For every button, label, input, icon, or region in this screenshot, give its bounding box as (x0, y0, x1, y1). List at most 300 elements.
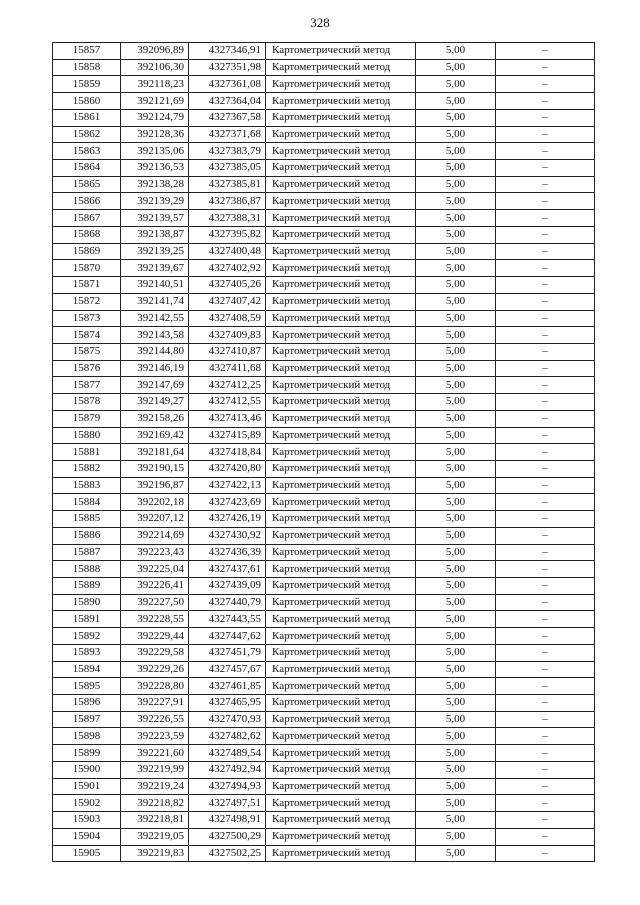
method-cell: Картометрический метод (266, 43, 416, 60)
method-cell: Картометрический метод (266, 360, 416, 377)
point-number-cell: 15903 (53, 812, 121, 829)
table-row (53, 661, 595, 678)
table-row (53, 210, 595, 227)
y-coordinate-cell: 4327412,55 (189, 394, 266, 411)
point-number-cell: 15884 (53, 494, 121, 511)
y-coordinate-cell: 4327451,79 (189, 644, 266, 661)
y-coordinate-cell: 4327440,79 (189, 594, 266, 611)
y-coordinate-cell: 4327443,55 (189, 611, 266, 628)
note-cell: – (496, 176, 595, 193)
point-number-cell: 15880 (53, 427, 121, 444)
x-coordinate-cell: 392121,69 (121, 93, 189, 110)
accuracy-cell: 5,00 (416, 143, 496, 160)
table-row (53, 728, 595, 745)
y-coordinate-cell: 4327489,54 (189, 745, 266, 762)
y-coordinate-cell: 4327364,04 (189, 93, 266, 110)
method-cell: Картометрический метод (266, 176, 416, 193)
y-coordinate-cell: 4327411,68 (189, 360, 266, 377)
accuracy-cell: 5,00 (416, 109, 496, 126)
y-coordinate-cell: 4327430,92 (189, 527, 266, 544)
x-coordinate-cell: 392229,44 (121, 628, 189, 645)
accuracy-cell: 5,00 (416, 711, 496, 728)
table-row (53, 644, 595, 661)
y-coordinate-cell: 4327412,25 (189, 377, 266, 394)
x-coordinate-cell: 392226,55 (121, 711, 189, 728)
x-coordinate-cell: 392225,04 (121, 561, 189, 578)
note-cell: – (496, 277, 595, 294)
y-coordinate-cell: 4327407,42 (189, 293, 266, 310)
table-row (53, 343, 595, 360)
y-coordinate-cell: 4327502,25 (189, 845, 266, 862)
method-cell: Картометрический метод (266, 494, 416, 511)
x-coordinate-cell: 392158,26 (121, 410, 189, 427)
table-row (53, 711, 595, 728)
note-cell: – (496, 561, 595, 578)
accuracy-cell: 5,00 (416, 310, 496, 327)
method-cell: Картометрический метод (266, 678, 416, 695)
accuracy-cell: 5,00 (416, 594, 496, 611)
point-number-cell: 15857 (53, 43, 121, 60)
method-cell: Картометрический метод (266, 377, 416, 394)
method-cell: Картометрический метод (266, 561, 416, 578)
point-number-cell: 15895 (53, 678, 121, 695)
accuracy-cell: 5,00 (416, 193, 496, 210)
x-coordinate-cell: 392144,80 (121, 343, 189, 360)
point-number-cell: 15905 (53, 845, 121, 862)
point-number-cell: 15888 (53, 561, 121, 578)
method-cell: Картометрический метод (266, 761, 416, 778)
y-coordinate-cell: 4327457,67 (189, 661, 266, 678)
accuracy-cell: 5,00 (416, 210, 496, 227)
point-number-cell: 15874 (53, 327, 121, 344)
note-cell: – (496, 611, 595, 628)
table-row (53, 578, 595, 595)
accuracy-cell: 5,00 (416, 427, 496, 444)
y-coordinate-cell: 4327395,82 (189, 226, 266, 243)
accuracy-cell: 5,00 (416, 845, 496, 862)
accuracy-cell: 5,00 (416, 277, 496, 294)
y-coordinate-cell: 4327436,39 (189, 544, 266, 561)
x-coordinate-cell: 392218,82 (121, 795, 189, 812)
point-number-cell: 15904 (53, 828, 121, 845)
x-coordinate-cell: 392181,64 (121, 444, 189, 461)
note-cell: – (496, 243, 595, 260)
table-row (53, 109, 595, 126)
x-coordinate-cell: 392140,51 (121, 277, 189, 294)
table-row (53, 628, 595, 645)
point-number-cell: 15873 (53, 310, 121, 327)
x-coordinate-cell: 392139,67 (121, 260, 189, 277)
y-coordinate-cell: 4327409,83 (189, 327, 266, 344)
table-row (53, 377, 595, 394)
x-coordinate-cell: 392169,42 (121, 427, 189, 444)
note-cell: – (496, 444, 595, 461)
y-coordinate-cell: 4327371,68 (189, 126, 266, 143)
method-cell: Картометрический метод (266, 243, 416, 260)
y-coordinate-cell: 4327497,51 (189, 795, 266, 812)
method-cell: Картометрический метод (266, 427, 416, 444)
accuracy-cell: 5,00 (416, 611, 496, 628)
method-cell: Картометрический метод (266, 394, 416, 411)
y-coordinate-cell: 4327465,95 (189, 695, 266, 712)
x-coordinate-cell: 392226,41 (121, 578, 189, 595)
method-cell: Картометрический метод (266, 93, 416, 110)
method-cell: Картометрический метод (266, 293, 416, 310)
point-number-cell: 15879 (53, 410, 121, 427)
y-coordinate-cell: 4327385,81 (189, 176, 266, 193)
point-number-cell: 15878 (53, 394, 121, 411)
x-coordinate-cell: 392138,28 (121, 176, 189, 193)
method-cell: Картометрический метод (266, 594, 416, 611)
note-cell: – (496, 143, 595, 160)
note-cell: – (496, 43, 595, 60)
table-row (53, 360, 595, 377)
table-row (53, 761, 595, 778)
table-row (53, 795, 595, 812)
method-cell: Картометрический метод (266, 845, 416, 862)
x-coordinate-cell: 392207,12 (121, 511, 189, 528)
point-number-cell: 15867 (53, 210, 121, 227)
accuracy-cell: 5,00 (416, 795, 496, 812)
x-coordinate-cell: 392221,60 (121, 745, 189, 762)
method-cell: Картометрический метод (266, 661, 416, 678)
method-cell: Картометрический метод (266, 628, 416, 645)
note-cell: – (496, 628, 595, 645)
x-coordinate-cell: 392141,74 (121, 293, 189, 310)
table-row (53, 812, 595, 829)
table-row (53, 176, 595, 193)
table-row (53, 394, 595, 411)
x-coordinate-cell: 392135,06 (121, 143, 189, 160)
method-cell: Картометрический метод (266, 711, 416, 728)
table-row (53, 494, 595, 511)
point-number-cell: 15869 (53, 243, 121, 260)
method-cell: Картометрический метод (266, 210, 416, 227)
y-coordinate-cell: 4327367,58 (189, 109, 266, 126)
x-coordinate-cell: 392219,83 (121, 845, 189, 862)
method-cell: Картометрический метод (266, 745, 416, 762)
table-row (53, 76, 595, 93)
point-number-cell: 15875 (53, 343, 121, 360)
y-coordinate-cell: 4327410,87 (189, 343, 266, 360)
accuracy-cell: 5,00 (416, 243, 496, 260)
note-cell: – (496, 812, 595, 829)
note-cell: – (496, 343, 595, 360)
y-coordinate-cell: 4327402,92 (189, 260, 266, 277)
method-cell: Картометрический метод (266, 778, 416, 795)
table-row (53, 410, 595, 427)
x-coordinate-cell: 392146,19 (121, 360, 189, 377)
method-cell: Картометрический метод (266, 160, 416, 177)
method-cell: Картометрический метод (266, 544, 416, 561)
accuracy-cell: 5,00 (416, 812, 496, 829)
accuracy-cell: 5,00 (416, 410, 496, 427)
accuracy-cell: 5,00 (416, 360, 496, 377)
note-cell: – (496, 527, 595, 544)
accuracy-cell: 5,00 (416, 561, 496, 578)
table-row (53, 594, 595, 611)
table-row (53, 527, 595, 544)
note-cell: – (496, 728, 595, 745)
method-cell: Картометрический метод (266, 795, 416, 812)
table-row (53, 678, 595, 695)
accuracy-cell: 5,00 (416, 377, 496, 394)
point-number-cell: 15866 (53, 193, 121, 210)
point-number-cell: 15887 (53, 544, 121, 561)
note-cell: – (496, 661, 595, 678)
point-number-cell: 15889 (53, 578, 121, 595)
accuracy-cell: 5,00 (416, 544, 496, 561)
note-cell: – (496, 711, 595, 728)
note-cell: – (496, 460, 595, 477)
table-row (53, 226, 595, 243)
point-number-cell: 15881 (53, 444, 121, 461)
point-number-cell: 15894 (53, 661, 121, 678)
y-coordinate-cell: 4327351,98 (189, 59, 266, 76)
point-number-cell: 15886 (53, 527, 121, 544)
method-cell: Картометрический метод (266, 260, 416, 277)
note-cell: – (496, 678, 595, 695)
coordinates-table (52, 42, 595, 862)
method-cell: Картометрический метод (266, 578, 416, 595)
note-cell: – (496, 578, 595, 595)
note-cell: – (496, 410, 595, 427)
method-cell: Картометрический метод (266, 460, 416, 477)
point-number-cell: 15864 (53, 160, 121, 177)
note-cell: – (496, 477, 595, 494)
x-coordinate-cell: 392190,15 (121, 460, 189, 477)
table-row (53, 611, 595, 628)
point-number-cell: 15863 (53, 143, 121, 160)
x-coordinate-cell: 392128,36 (121, 126, 189, 143)
accuracy-cell: 5,00 (416, 828, 496, 845)
table-row (53, 477, 595, 494)
x-coordinate-cell: 392214,69 (121, 527, 189, 544)
accuracy-cell: 5,00 (416, 745, 496, 762)
y-coordinate-cell: 4327383,79 (189, 143, 266, 160)
accuracy-cell: 5,00 (416, 93, 496, 110)
method-cell: Картометрический метод (266, 695, 416, 712)
y-coordinate-cell: 4327500,29 (189, 828, 266, 845)
y-coordinate-cell: 4327415,89 (189, 427, 266, 444)
note-cell: – (496, 494, 595, 511)
note-cell: – (496, 310, 595, 327)
y-coordinate-cell: 4327408,59 (189, 310, 266, 327)
point-number-cell: 15861 (53, 109, 121, 126)
accuracy-cell: 5,00 (416, 59, 496, 76)
point-number-cell: 15870 (53, 260, 121, 277)
y-coordinate-cell: 4327361,08 (189, 76, 266, 93)
point-number-cell: 15899 (53, 745, 121, 762)
x-coordinate-cell: 392229,58 (121, 644, 189, 661)
note-cell: – (496, 226, 595, 243)
x-coordinate-cell: 392228,55 (121, 611, 189, 628)
accuracy-cell: 5,00 (416, 644, 496, 661)
accuracy-cell: 5,00 (416, 327, 496, 344)
accuracy-cell: 5,00 (416, 444, 496, 461)
x-coordinate-cell: 392118,23 (121, 76, 189, 93)
method-cell: Картометрический метод (266, 126, 416, 143)
accuracy-cell: 5,00 (416, 76, 496, 93)
note-cell: – (496, 644, 595, 661)
y-coordinate-cell: 4327385,05 (189, 160, 266, 177)
method-cell: Картометрический метод (266, 728, 416, 745)
method-cell: Картометрический метод (266, 444, 416, 461)
y-coordinate-cell: 4327420,80 (189, 460, 266, 477)
accuracy-cell: 5,00 (416, 661, 496, 678)
x-coordinate-cell: 392219,05 (121, 828, 189, 845)
accuracy-cell: 5,00 (416, 494, 496, 511)
point-number-cell: 15860 (53, 93, 121, 110)
note-cell: – (496, 828, 595, 845)
accuracy-cell: 5,00 (416, 260, 496, 277)
note-cell: – (496, 845, 595, 862)
method-cell: Картометрический метод (266, 277, 416, 294)
x-coordinate-cell: 392096,89 (121, 43, 189, 60)
y-coordinate-cell: 4327413,46 (189, 410, 266, 427)
y-coordinate-cell: 4327470,93 (189, 711, 266, 728)
method-cell: Картометрический метод (266, 327, 416, 344)
method-cell: Картометрический метод (266, 343, 416, 360)
table-row (53, 160, 595, 177)
method-cell: Картометрический метод (266, 143, 416, 160)
note-cell: – (496, 695, 595, 712)
point-number-cell: 15882 (53, 460, 121, 477)
point-number-cell: 15891 (53, 611, 121, 628)
note-cell: – (496, 544, 595, 561)
x-coordinate-cell: 392147,69 (121, 377, 189, 394)
accuracy-cell: 5,00 (416, 728, 496, 745)
note-cell: – (496, 427, 595, 444)
note-cell: – (496, 109, 595, 126)
y-coordinate-cell: 4327422,13 (189, 477, 266, 494)
table-row (53, 243, 595, 260)
table-row (53, 561, 595, 578)
x-coordinate-cell: 392229,26 (121, 661, 189, 678)
y-coordinate-cell: 4327494,93 (189, 778, 266, 795)
accuracy-cell: 5,00 (416, 628, 496, 645)
point-number-cell: 15876 (53, 360, 121, 377)
accuracy-cell: 5,00 (416, 43, 496, 60)
method-cell: Картометрический метод (266, 226, 416, 243)
method-cell: Картометрический метод (266, 193, 416, 210)
x-coordinate-cell: 392138,87 (121, 226, 189, 243)
note-cell: – (496, 745, 595, 762)
x-coordinate-cell: 392227,50 (121, 594, 189, 611)
y-coordinate-cell: 4327405,26 (189, 277, 266, 294)
accuracy-cell: 5,00 (416, 477, 496, 494)
table-row (53, 460, 595, 477)
table-row (53, 293, 595, 310)
table-row (53, 43, 595, 60)
x-coordinate-cell: 392139,29 (121, 193, 189, 210)
table-row (53, 143, 595, 160)
point-number-cell: 15896 (53, 695, 121, 712)
x-coordinate-cell: 392142,55 (121, 310, 189, 327)
coordinates-table-body (53, 43, 595, 862)
x-coordinate-cell: 392228,80 (121, 678, 189, 695)
method-cell: Картометрический метод (266, 310, 416, 327)
table-row (53, 845, 595, 862)
x-coordinate-cell: 392219,99 (121, 761, 189, 778)
x-coordinate-cell: 392223,59 (121, 728, 189, 745)
point-number-cell: 15872 (53, 293, 121, 310)
y-coordinate-cell: 4327439,09 (189, 578, 266, 595)
x-coordinate-cell: 392106,30 (121, 59, 189, 76)
note-cell: – (496, 761, 595, 778)
accuracy-cell: 5,00 (416, 511, 496, 528)
y-coordinate-cell: 4327346,91 (189, 43, 266, 60)
note-cell: – (496, 778, 595, 795)
method-cell: Картометрический метод (266, 76, 416, 93)
accuracy-cell: 5,00 (416, 176, 496, 193)
y-coordinate-cell: 4327492,94 (189, 761, 266, 778)
table-row (53, 511, 595, 528)
note-cell: – (496, 377, 595, 394)
accuracy-cell: 5,00 (416, 343, 496, 360)
point-number-cell: 15859 (53, 76, 121, 93)
accuracy-cell: 5,00 (416, 527, 496, 544)
table-row (53, 260, 595, 277)
note-cell: – (496, 93, 595, 110)
table-row (53, 126, 595, 143)
accuracy-cell: 5,00 (416, 578, 496, 595)
y-coordinate-cell: 4327400,48 (189, 243, 266, 260)
point-number-cell: 15893 (53, 644, 121, 661)
y-coordinate-cell: 4327418,84 (189, 444, 266, 461)
table-row (53, 277, 595, 294)
table-row (53, 59, 595, 76)
accuracy-cell: 5,00 (416, 126, 496, 143)
method-cell: Картометрический метод (266, 812, 416, 829)
x-coordinate-cell: 392139,57 (121, 210, 189, 227)
x-coordinate-cell: 392202,18 (121, 494, 189, 511)
table-row (53, 778, 595, 795)
y-coordinate-cell: 4327437,61 (189, 561, 266, 578)
accuracy-cell: 5,00 (416, 293, 496, 310)
page-number: 328 (310, 15, 330, 30)
x-coordinate-cell: 392223,43 (121, 544, 189, 561)
note-cell: – (496, 360, 595, 377)
point-number-cell: 15897 (53, 711, 121, 728)
table-row (53, 745, 595, 762)
point-number-cell: 15883 (53, 477, 121, 494)
note-cell: – (496, 193, 595, 210)
y-coordinate-cell: 4327482,62 (189, 728, 266, 745)
method-cell: Картометрический метод (266, 410, 416, 427)
y-coordinate-cell: 4327388,31 (189, 210, 266, 227)
y-coordinate-cell: 4327426,19 (189, 511, 266, 528)
x-coordinate-cell: 392227,91 (121, 695, 189, 712)
note-cell: – (496, 160, 595, 177)
point-number-cell: 15901 (53, 778, 121, 795)
method-cell: Картометрический метод (266, 109, 416, 126)
table-row (53, 695, 595, 712)
method-cell: Картометрический метод (266, 477, 416, 494)
table-row (53, 544, 595, 561)
point-number-cell: 15862 (53, 126, 121, 143)
point-number-cell: 15890 (53, 594, 121, 611)
table-row (53, 444, 595, 461)
point-number-cell: 15865 (53, 176, 121, 193)
note-cell: – (496, 210, 595, 227)
note-cell: – (496, 327, 595, 344)
accuracy-cell: 5,00 (416, 678, 496, 695)
note-cell: – (496, 795, 595, 812)
point-number-cell: 15885 (53, 511, 121, 528)
table-row (53, 310, 595, 327)
point-number-cell: 15898 (53, 728, 121, 745)
